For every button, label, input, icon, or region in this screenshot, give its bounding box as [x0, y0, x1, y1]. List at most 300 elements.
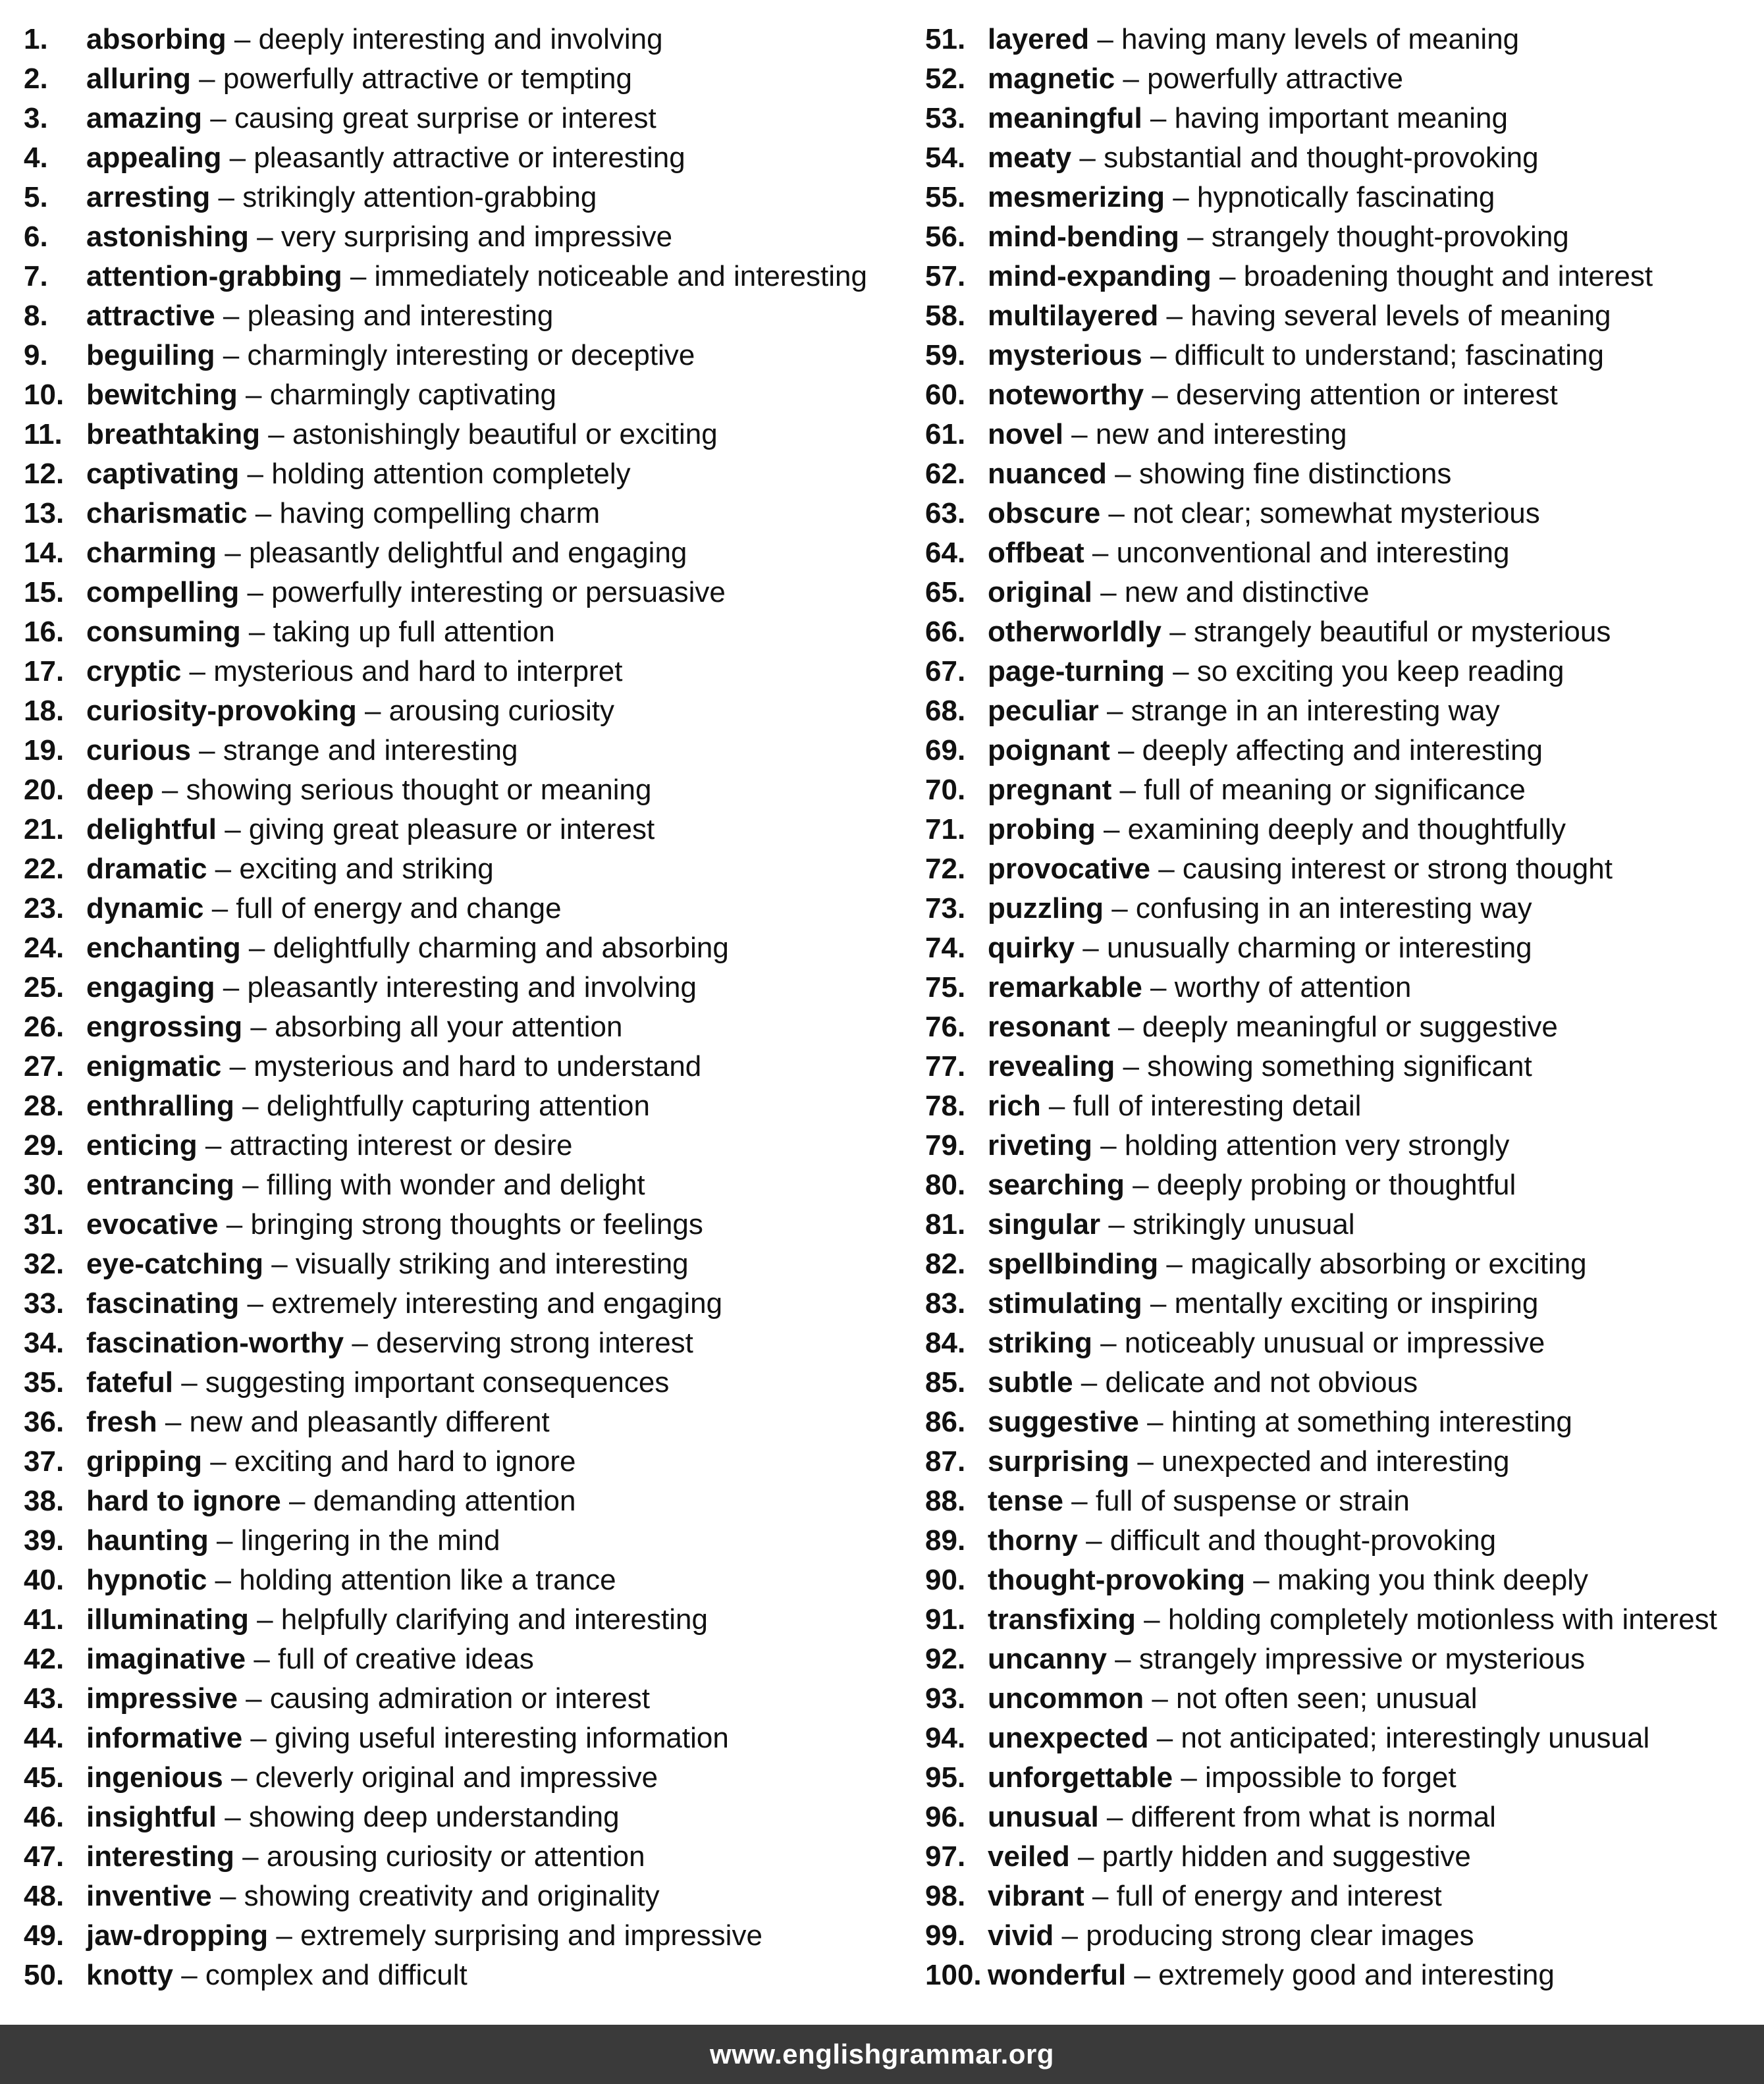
item-body — [86, 1047, 701, 1086]
list-item — [24, 1600, 906, 1640]
item-body — [988, 1956, 1555, 1995]
list-item — [24, 1007, 906, 1047]
item-number: 97. — [925, 1840, 966, 1873]
item-word: novel — [988, 418, 1063, 450]
right-column — [925, 20, 1764, 1995]
item-word: vibrant — [988, 1880, 1084, 1912]
item-word: dramatic — [86, 853, 207, 885]
item-body — [86, 770, 652, 810]
item-word: insightful — [86, 1801, 217, 1833]
item-definition: – strikingly attention-grabbing — [210, 181, 597, 213]
list-item — [24, 731, 906, 770]
item-number: 5. — [24, 181, 48, 213]
item-body — [988, 1561, 1588, 1600]
item-body — [86, 375, 556, 415]
list-item — [24, 1442, 906, 1482]
item-word: engrossing — [86, 1011, 243, 1043]
item-body — [86, 1126, 573, 1165]
item-definition: – unconventional and interesting — [1084, 537, 1510, 569]
item-definition: – mysterious and hard to interpret — [181, 655, 623, 687]
item-definition: – having compelling charm — [247, 497, 601, 529]
item-number: 68. — [925, 695, 966, 727]
list-item — [24, 375, 906, 415]
item-word: astonishing — [86, 221, 249, 253]
item-word: deep — [86, 774, 154, 806]
item-number: 83. — [925, 1287, 966, 1320]
item-word: unforgettable — [988, 1761, 1173, 1794]
item-number: 1. — [24, 23, 48, 55]
item-number: 13. — [24, 497, 65, 529]
item-definition: – having important meaning — [1142, 102, 1508, 134]
item-number: 31. — [24, 1208, 65, 1241]
item-definition: – exciting and hard to ignore — [201, 1445, 576, 1478]
item-body — [86, 928, 729, 968]
item-word: entrancing — [86, 1169, 234, 1201]
item-word: revealing — [988, 1050, 1115, 1082]
item-number: 86. — [925, 1406, 966, 1438]
item-number: 29. — [24, 1129, 65, 1162]
item-body — [988, 1284, 1538, 1323]
item-definition: – giving great pleasure or interest — [216, 813, 655, 845]
item-definition: – not often seen; unusual — [1144, 1682, 1478, 1715]
item-body — [988, 1916, 1474, 1956]
list-item — [925, 810, 1764, 849]
item-number: 100. — [925, 1959, 982, 1991]
item-definition: – pleasantly attractive or interesting — [221, 142, 685, 174]
list-item — [925, 968, 1764, 1007]
item-number: 35. — [24, 1366, 65, 1399]
item-definition: – causing interest or strong thought — [1150, 853, 1613, 885]
list-item — [925, 889, 1764, 928]
item-body — [86, 1956, 468, 1995]
list-item — [24, 810, 906, 849]
item-body — [86, 1877, 660, 1916]
item-body — [988, 1047, 1532, 1086]
item-number: 6. — [24, 221, 48, 253]
item-definition: – delightfully charming and absorbing — [240, 932, 729, 964]
list-item — [24, 1956, 906, 1995]
item-word: illuminating — [86, 1603, 249, 1636]
list-item — [925, 375, 1764, 415]
item-body — [86, 257, 867, 296]
item-number: 26. — [24, 1011, 65, 1043]
item-definition: – demanding attention — [281, 1485, 576, 1517]
item-word: knotty — [86, 1959, 173, 1991]
footer-bar — [0, 2025, 1764, 2084]
item-definition: – full of interesting detail — [1040, 1090, 1362, 1122]
item-definition: – broadening thought and interest — [1211, 260, 1653, 292]
item-number: 79. — [925, 1129, 966, 1162]
item-number: 16. — [24, 616, 65, 648]
item-body — [86, 1640, 534, 1679]
list-item — [24, 1640, 906, 1679]
item-definition: – confusing in an interesting way — [1103, 892, 1532, 924]
list-item — [925, 1165, 1764, 1205]
item-body — [988, 1758, 1457, 1798]
item-number: 77. — [925, 1050, 966, 1082]
item-number: 40. — [24, 1564, 65, 1596]
list-item — [24, 612, 906, 652]
footer-url[interactable]: www.englishgrammar.org — [710, 2039, 1054, 2070]
item-number: 22. — [24, 853, 65, 885]
item-number: 80. — [925, 1169, 966, 1201]
item-definition: – different from what is normal — [1098, 1801, 1496, 1833]
item-number: 2. — [24, 63, 48, 95]
item-word: suggestive — [988, 1406, 1139, 1438]
item-definition: – attracting interest or desire — [197, 1129, 573, 1162]
list-item — [925, 59, 1764, 99]
item-word: enthralling — [86, 1090, 234, 1122]
item-word: offbeat — [988, 537, 1084, 569]
item-body — [86, 494, 600, 533]
item-definition: – examining deeply and thoughtfully — [1095, 813, 1566, 845]
item-definition: – strikingly unusual — [1100, 1208, 1355, 1241]
item-definition: – arousing curiosity — [356, 695, 615, 727]
item-word: mind-bending — [988, 221, 1179, 253]
item-definition: – impossible to forget — [1173, 1761, 1457, 1794]
item-definition: – showing deep understanding — [216, 1801, 620, 1833]
item-body — [86, 1363, 669, 1403]
list-item — [24, 415, 906, 454]
item-word: mind-expanding — [988, 260, 1212, 292]
item-number: 8. — [24, 300, 48, 332]
item-definition: – strange and interesting — [190, 734, 518, 766]
item-body — [86, 1244, 689, 1284]
item-number: 98. — [925, 1880, 966, 1912]
list-item — [925, 1007, 1764, 1047]
item-word: thorny — [988, 1524, 1078, 1557]
item-word: cryptic — [86, 655, 182, 687]
item-definition: – delicate and not obvious — [1073, 1366, 1418, 1399]
item-word: engaging — [86, 971, 215, 1003]
item-definition: – deeply probing or thoughtful — [1124, 1169, 1516, 1201]
list-item — [24, 178, 906, 217]
item-word: otherworldly — [988, 616, 1162, 648]
item-definition: – new and distinctive — [1092, 576, 1370, 608]
item-definition: – noticeably unusual or impressive — [1092, 1327, 1545, 1359]
item-definition: – mentally exciting or inspiring — [1142, 1287, 1539, 1320]
item-word: layered — [988, 23, 1090, 55]
item-word: rich — [988, 1090, 1041, 1122]
item-body — [988, 336, 1604, 375]
item-word: imaginative — [86, 1643, 246, 1675]
item-word: unusual — [988, 1801, 1099, 1833]
item-definition: – powerfully attractive or tempting — [190, 63, 632, 95]
item-definition: – not clear; somewhat mysterious — [1100, 497, 1540, 529]
item-word: hypnotic — [86, 1564, 207, 1596]
item-word: attractive — [86, 300, 215, 332]
list-item — [925, 1561, 1764, 1600]
item-body — [86, 691, 614, 731]
item-number: 33. — [24, 1287, 65, 1320]
item-body — [988, 1086, 1361, 1126]
item-definition: – new and interesting — [1063, 418, 1347, 450]
item-definition: – so exciting you keep reading — [1164, 655, 1564, 687]
item-word: thought-provoking — [988, 1564, 1246, 1596]
item-word: noteworthy — [988, 379, 1144, 411]
item-body — [988, 652, 1564, 691]
list-item — [925, 20, 1764, 59]
item-definition: – charmingly captivating — [237, 379, 557, 411]
item-body — [86, 138, 685, 178]
item-definition: – worthy of attention — [1142, 971, 1412, 1003]
item-body — [988, 454, 1451, 494]
item-number: 4. — [24, 142, 48, 174]
item-number: 57. — [925, 260, 966, 292]
item-number: 14. — [24, 537, 65, 569]
list-item — [24, 889, 906, 928]
item-word: hard to ignore — [86, 1485, 281, 1517]
item-word: peculiar — [988, 695, 1099, 727]
item-body — [86, 454, 631, 494]
item-number: 34. — [24, 1327, 65, 1359]
item-number: 78. — [925, 1090, 966, 1122]
list-item — [925, 1719, 1764, 1758]
list-item — [24, 968, 906, 1007]
list-item — [24, 99, 906, 138]
item-definition: – substantial and thought-provoking — [1071, 142, 1539, 174]
item-definition: – taking up full attention — [240, 616, 555, 648]
item-number: 17. — [24, 655, 65, 687]
item-word: puzzling — [988, 892, 1104, 924]
list-item — [24, 1403, 906, 1442]
item-body — [988, 1126, 1509, 1165]
item-definition: – helpfully clarifying and interesting — [248, 1603, 708, 1636]
item-word: searching — [988, 1169, 1125, 1201]
item-body — [86, 59, 632, 99]
item-definition: – full of creative ideas — [246, 1643, 534, 1675]
item-number: 93. — [925, 1682, 966, 1715]
item-word: mesmerizing — [988, 181, 1165, 213]
item-body — [988, 59, 1403, 99]
item-definition: – visually striking and interesting — [263, 1248, 689, 1280]
item-definition: – complex and difficult — [173, 1959, 468, 1991]
item-definition: – new and pleasantly different — [157, 1406, 550, 1438]
item-number: 76. — [925, 1011, 966, 1043]
list-item — [24, 533, 906, 573]
list-item — [925, 1047, 1764, 1086]
item-number: 90. — [925, 1564, 966, 1596]
item-body — [988, 1442, 1509, 1482]
item-number: 45. — [24, 1761, 65, 1794]
item-number: 82. — [925, 1248, 966, 1280]
list-item — [925, 454, 1764, 494]
item-definition: – powerfully attractive — [1115, 63, 1403, 95]
item-number: 85. — [925, 1366, 966, 1399]
item-definition: – holding attention like a trance — [207, 1564, 616, 1596]
item-definition: – deserving attention or interest — [1144, 379, 1558, 411]
item-number: 84. — [925, 1327, 966, 1359]
item-word: transfixing — [988, 1603, 1136, 1636]
list-item — [24, 573, 906, 612]
item-number: 48. — [24, 1880, 65, 1912]
item-number: 3. — [24, 102, 48, 134]
item-definition: – unusually charming or interesting — [1075, 932, 1532, 964]
item-body — [988, 1007, 1558, 1047]
item-body — [988, 1877, 1442, 1916]
item-word: magnetic — [988, 63, 1115, 95]
item-body — [86, 1719, 729, 1758]
list-item — [925, 1521, 1764, 1561]
item-definition: – bringing strong thoughts or feelings — [218, 1208, 703, 1241]
item-number: 91. — [925, 1603, 966, 1636]
list-item — [925, 494, 1764, 533]
item-number: 56. — [925, 221, 966, 253]
item-word: gripping — [86, 1445, 202, 1478]
item-body — [988, 99, 1508, 138]
item-definition: – unexpected and interesting — [1129, 1445, 1510, 1478]
list-item — [24, 1363, 906, 1403]
list-item — [24, 1126, 906, 1165]
item-number: 49. — [24, 1919, 65, 1952]
list-item — [925, 1086, 1764, 1126]
item-number: 60. — [925, 379, 966, 411]
item-word: captivating — [86, 458, 240, 490]
item-number: 10. — [24, 379, 65, 411]
item-body — [988, 217, 1569, 257]
item-number: 59. — [925, 339, 966, 371]
item-number: 15. — [24, 576, 65, 608]
list-item — [24, 1205, 906, 1244]
item-definition: – extremely good and interesting — [1126, 1959, 1555, 1991]
list-item — [24, 1798, 906, 1837]
item-body — [86, 1916, 762, 1956]
item-body — [988, 1521, 1496, 1561]
item-body — [988, 375, 1558, 415]
item-number: 50. — [24, 1959, 65, 1991]
list-item — [925, 336, 1764, 375]
item-definition: – difficult and thought-provoking — [1077, 1524, 1497, 1557]
list-item — [925, 296, 1764, 336]
item-word: provocative — [988, 853, 1150, 885]
item-number: 12. — [24, 458, 65, 490]
item-definition: – difficult to understand; fascinating — [1142, 339, 1604, 371]
list-item — [24, 454, 906, 494]
item-word: unexpected — [988, 1722, 1149, 1754]
item-definition: – causing great surprise or interest — [202, 102, 656, 134]
item-definition: – strange in an interesting way — [1098, 695, 1500, 727]
list-item — [925, 217, 1764, 257]
item-definition: – pleasantly interesting and involving — [215, 971, 697, 1003]
list-item — [24, 336, 906, 375]
item-definition: – showing creativity and originality — [211, 1880, 660, 1912]
item-word: curious — [86, 734, 191, 766]
item-number: 92. — [925, 1643, 966, 1675]
item-body — [988, 1363, 1418, 1403]
item-word: vivid — [988, 1919, 1054, 1952]
item-word: veiled — [988, 1840, 1070, 1873]
item-body — [988, 1205, 1355, 1244]
list-item — [925, 1758, 1764, 1798]
item-number: 73. — [925, 892, 966, 924]
list-item — [24, 691, 906, 731]
item-body — [86, 217, 672, 257]
item-body — [988, 731, 1543, 770]
list-item — [24, 1719, 906, 1758]
list-item — [925, 849, 1764, 889]
item-body — [988, 928, 1532, 968]
item-word: striking — [988, 1327, 1092, 1359]
list-item — [24, 494, 906, 533]
item-body — [86, 1442, 575, 1482]
item-number: 94. — [925, 1722, 966, 1754]
list-item — [24, 1165, 906, 1205]
item-body — [988, 1482, 1410, 1521]
item-definition: – powerfully interesting or persuasive — [239, 576, 726, 608]
item-definition: – exciting and striking — [207, 853, 494, 885]
item-word: absorbing — [86, 23, 227, 55]
item-number: 63. — [925, 497, 966, 529]
item-number: 23. — [24, 892, 65, 924]
list-item — [925, 533, 1764, 573]
item-body — [988, 1244, 1587, 1284]
item-body — [988, 1719, 1649, 1758]
item-definition: – extremely surprising and impressive — [268, 1919, 762, 1952]
item-number: 89. — [925, 1524, 966, 1557]
item-definition: – deeply affecting and interesting — [1109, 734, 1543, 766]
list-item — [925, 1244, 1764, 1284]
item-definition: – deeply meaningful or suggestive — [1109, 1011, 1558, 1043]
item-body — [86, 1403, 550, 1442]
item-number: 24. — [24, 932, 65, 964]
item-body — [86, 810, 655, 849]
item-word: interesting — [86, 1840, 234, 1873]
item-body — [988, 138, 1539, 178]
list-item — [925, 612, 1764, 652]
item-word: impressive — [86, 1682, 238, 1715]
item-body — [86, 20, 663, 59]
item-definition: – very surprising and impressive — [248, 221, 673, 253]
item-word: amazing — [86, 102, 203, 134]
item-word: pregnant — [988, 774, 1112, 806]
item-definition: – mysterious and hard to understand — [221, 1050, 702, 1082]
item-definition: – arousing curiosity or attention — [234, 1840, 645, 1873]
item-body — [988, 810, 1566, 849]
item-body — [988, 573, 1370, 612]
item-number: 42. — [24, 1643, 65, 1675]
item-word: spellbinding — [988, 1248, 1159, 1280]
item-number: 21. — [24, 813, 65, 845]
item-definition: – extremely interesting and engaging — [239, 1287, 723, 1320]
item-definition: – having many levels of meaning — [1089, 23, 1520, 55]
item-definition: – making you think deeply — [1245, 1564, 1588, 1596]
item-number: 70. — [925, 774, 966, 806]
item-definition: – holding completely motionless with interest — [1135, 1603, 1717, 1636]
item-body — [988, 1837, 1471, 1877]
list-item — [925, 652, 1764, 691]
item-body — [988, 257, 1653, 296]
item-body — [86, 968, 697, 1007]
item-body — [988, 1798, 1496, 1837]
item-definition: – hypnotically fascinating — [1164, 181, 1495, 213]
item-word: enticing — [86, 1129, 198, 1162]
item-number: 55. — [925, 181, 966, 213]
item-word: meaty — [988, 142, 1072, 174]
list-item — [24, 138, 906, 178]
item-word: appealing — [86, 142, 222, 174]
list-item — [24, 217, 906, 257]
item-word: dynamic — [86, 892, 204, 924]
list-item — [24, 1837, 906, 1877]
item-number: 28. — [24, 1090, 65, 1122]
item-number: 44. — [24, 1722, 65, 1754]
item-word: obscure — [988, 497, 1101, 529]
list-item — [925, 415, 1764, 454]
item-word: beguiling — [86, 339, 215, 371]
item-word: compelling — [86, 576, 240, 608]
list-item — [24, 1679, 906, 1719]
list-item — [925, 1126, 1764, 1165]
